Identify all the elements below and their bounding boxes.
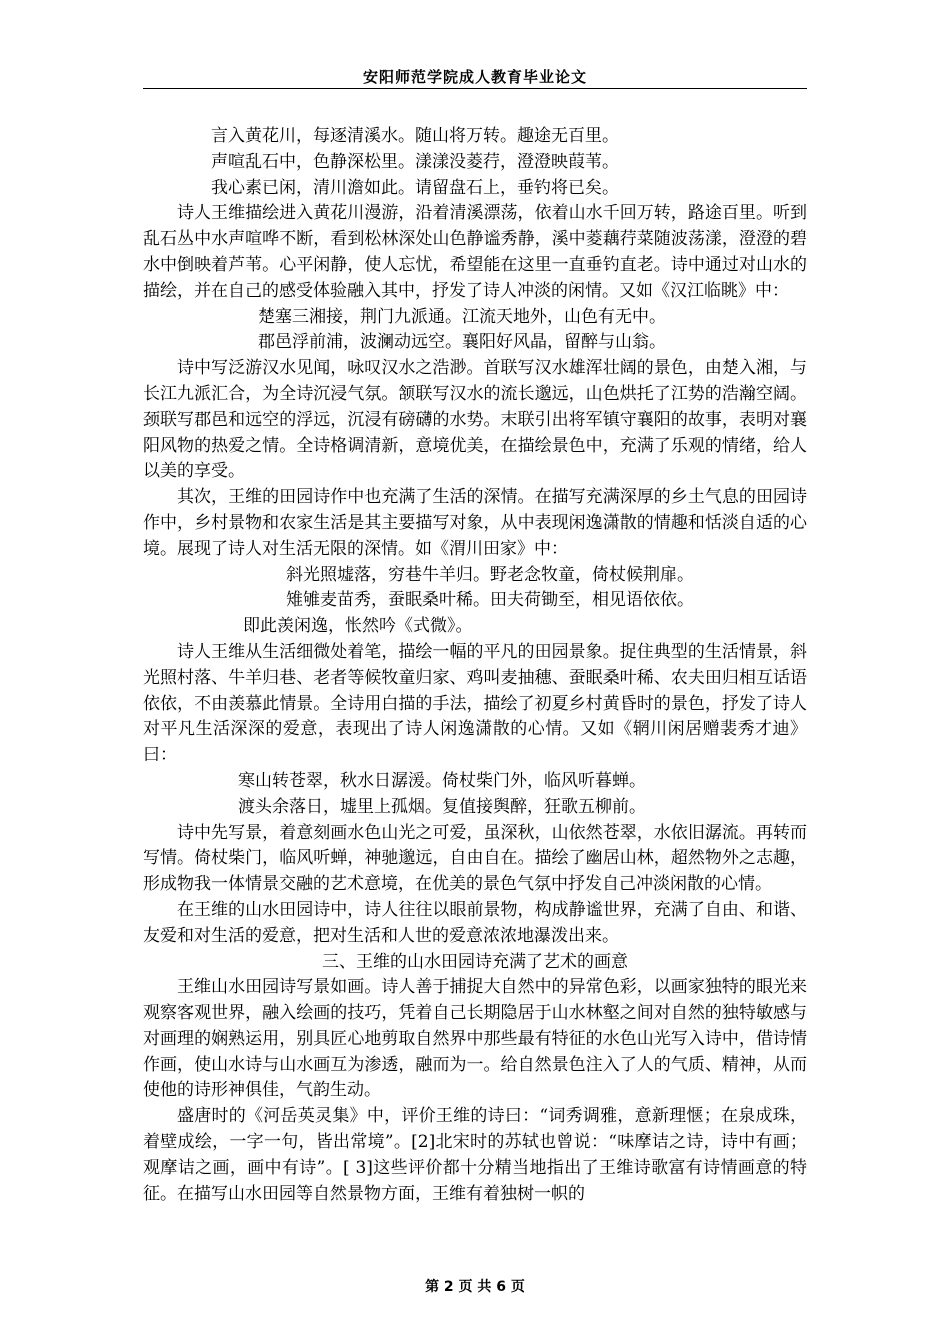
section-heading: 三、王维的山水田园诗充满了艺术的画意 [322,951,628,972]
paragraph: 诗中写泛游汉水见闻，咏叹汉水之浩渺。首联写汉水雄浑壮阔的景色，由楚入湘，与长江九派汇合，为全诗沉浸气氛。颔联写汉水的流长邈远，山色烘托了江势的浩瀚空阔。颈联写郡邑和远空的浮远，沉浸有磅礴的水势。末联引出将军镇守襄阳的故事，表明对襄阳风物的热爱之情。全诗格调清新，意境优美，在描绘景色中，充满了乐观的情绪，给人以美的享受。 [143,358,807,482]
paragraph: 诗中先写景，着意刻画水色山光之可爱，虽深秋，山依然苍翠，水依旧潺流。再转而写情。倚杖柴门，临风听蝉，神驰邈远，自由自在。描绘了幽居山林，超然物外之志趣，形成物我一体情景交融的艺术意境，在优美的景色气氛中抒发自己冲淡闲散的心情。 [143,822,807,895]
poem-line: 即此羡闲逸，怅然吟《式微》。 [243,616,473,637]
paragraph: 王维山水田园诗写景如画。诗人善于捕捉大自然中的异常色彩，以画家独特的眼光来观察客观世界，融入绘画的技巧，凭着自己长期隐居于山水林壑之间对自然的独特敏感与对画理的娴熟运用，别具匠心地剪取自然界中那些最有特征的水色山光写入诗中，借诗情作画，使山水诗与山水画互为渗透，融而为一。给自然景色注入了人的气质、精神，从而使他的诗形神俱佳，气韵生动。 [143,977,807,1101]
page-header: 安阳师范学院成人教育毕业论文 [362,68,587,86]
poem-line: 我心素已闲，清川澹如此。请留盘石上，垂钓将已矣。 [211,177,619,198]
poem-line: 言入黄花川，每逐清溪水。随山将万转。趣途无百里。 [211,126,619,146]
poem-line: 郡邑浮前浦，波澜动远空。襄阳好风晶，留醉与山翁。 [258,332,666,353]
paragraph: 诗人王维从生活细微处着笔，描绘一幅的平凡的田园景象。捉住典型的生活情景，斜光照村落、牛羊归巷、老者等候牧童归家、鸡叫麦抽穗、蚕眠桑叶稀、农夫田归相互话语依依，不由羡慕此情景。全诗用白描的手法，描绘了初夏乡村黄昏时的景色，抒发了诗人对平凡生活深深的爱意，表现出了诗人闲逸潇散的心情。又如《辋川闲居赠裴秀才迪》曰： [143,641,807,766]
paragraph: 在王维的山水田园诗中，诗人往往以眼前景物，构成静谧世界，充满了自由、和谐、友爱和对生活的爱意，把对生活和人世的爱意浓浓地瀑泼出来。 [143,899,807,946]
paragraph: 盛唐时的《河岳英灵集》中，评价王维的诗曰：“词秀调雅，意新理惬；在泉成珠，着壁成绘，一字一句，皆出常境”。[2]北宋时的苏轼也曾说：“味摩诘之诗，诗中有画；观摩诘之画，画中有诗”。[ 3]这些评价都十分精当地指出了王维诗歌富有诗情画意的特征。在描写山水田园等自然景物方面，王维有着独树一帜的 [143,1106,807,1204]
document-body [143,124,807,1207]
poem-line: 斜光照墟落，穷巷牛羊归。野老念牧童，倚杖候荆扉。 [286,564,694,585]
poem-line: 渡头余落日，墟里上孤烟。复值接舆醉，狂歌五柳前。 [238,796,646,817]
paragraph: 其次，王维的田园诗作中也充满了生活的深情。在描写充满深厚的乡土气息的田园诗作中，乡村景物和农家生活是其主要描写对象，从中表现闲逸潇散的情趣和恬淡自适的心境。展现了诗人对生活无限的深情。如《渭川田家》中： [143,487,807,559]
header-divider [143,88,807,89]
poem-line: 声喧乱石中，色静深松里。漾漾没菱荇，澄澄映葭苇。 [211,151,619,172]
page-footer: 第 2 页 共 6 页 [425,1279,525,1295]
paragraph: 诗人王维描绘进入黄花川漫游，沿着清溪漂荡，依着山水千回万转，路途百里。听到乱石丛中水声喧哗不断，看到松林深处山色静谧秀静，溪中菱藕荇菜随波荡漾，澄澄的碧水中倒映着芦苇。心平闲静，使人忘忧，希望能在这里一直垂钓直老。诗中通过对山水的描绘，并在自己的感受体验融入其中，抒发了诗人冲淡的闲情。又如《汉江临眺》中： [143,203,807,301]
poem-line: 雉雊麦苗秀，蚕眠桑叶稀。田夫荷锄至，相见语依依。 [286,590,694,611]
poem-line: 寒山转苍翠，秋水日潺湲。倚杖柴门外，临风听暮蝉。 [238,770,646,791]
poem-line: 楚塞三湘接，荆门九派通。江流天地外，山色有无中。 [258,306,666,327]
